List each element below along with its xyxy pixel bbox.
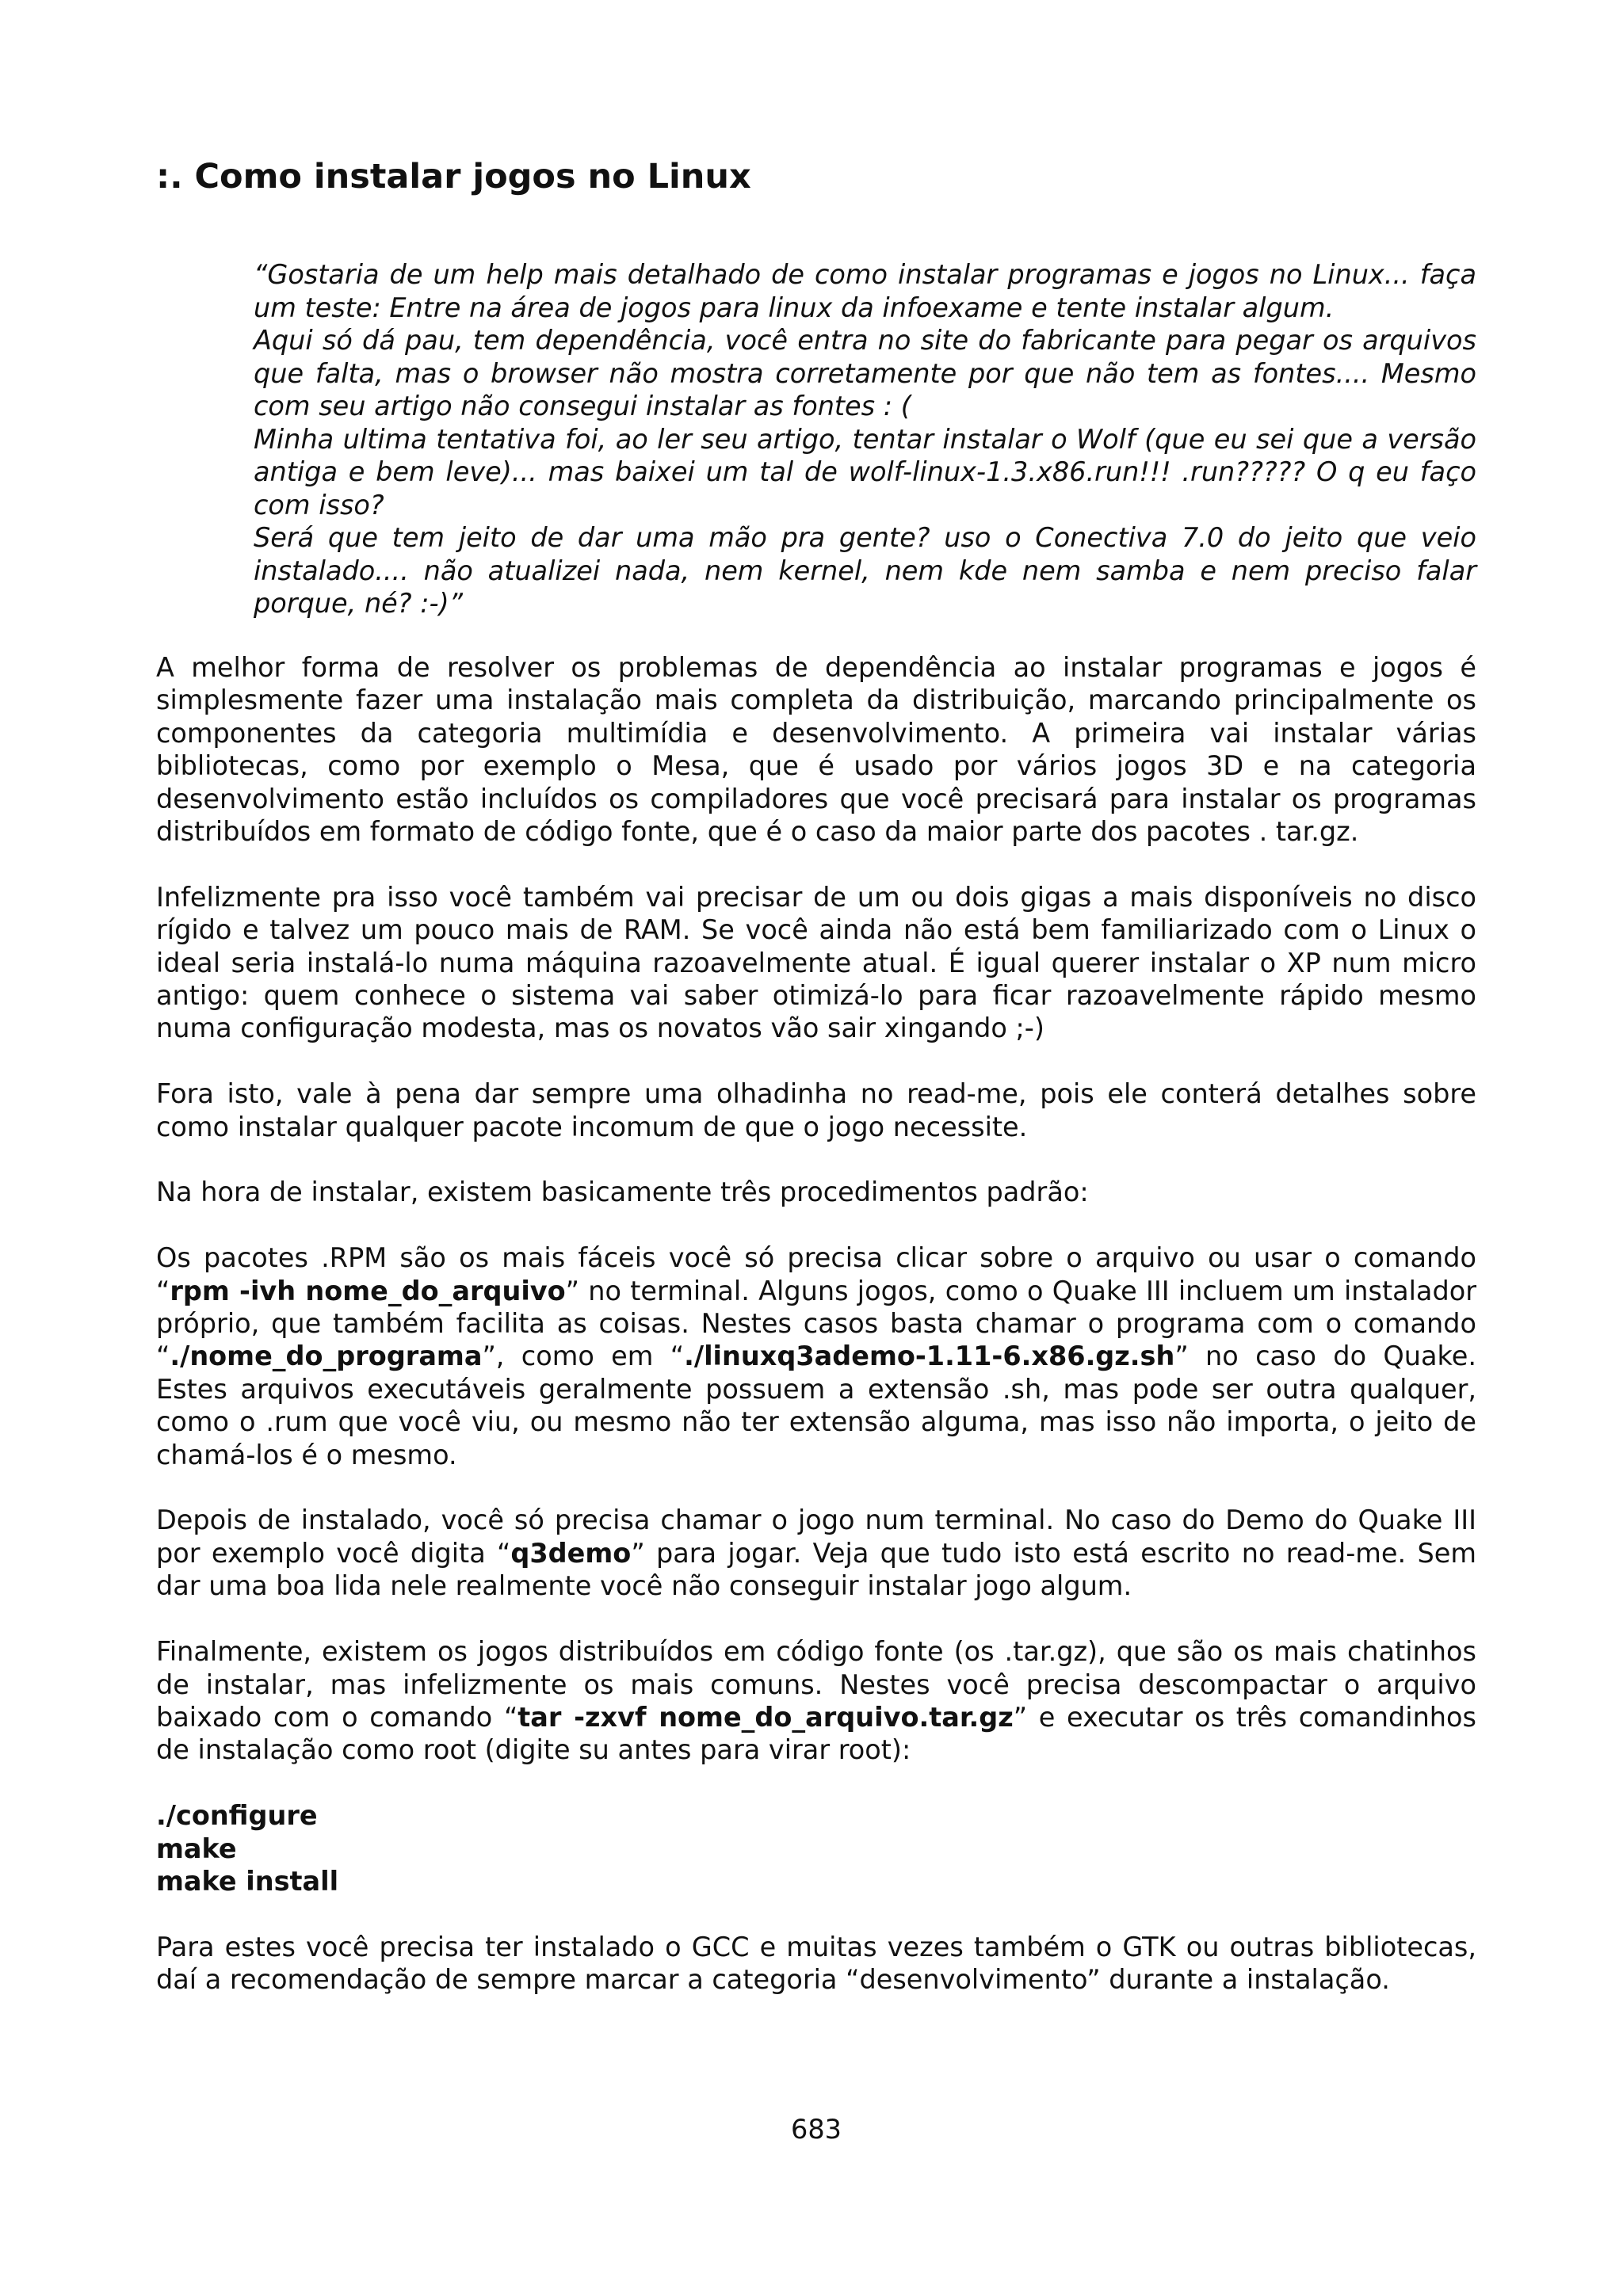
- article-body: [156, 651, 1476, 2029]
- reader-question-quote: [254, 258, 1476, 620]
- document-page: [156, 0, 1476, 2296]
- page-number: 683: [791, 2114, 842, 2145]
- paragraph: [156, 1504, 1476, 1602]
- inline-command: rpm -ivh nome_do_arquivo: [170, 1275, 566, 1306]
- paragraph: Infelizmente pra isso você também vai precisar de um ou dois gigas a mais disponíveis no disco rígido e talvez um pouco mais de RAM. Se você ainda não está bem familiarizado com o Linux o ideal seria instalá-lo numa máquina razoavelmente atual. É igual querer instalar o XP num micro antigo: quem conhece o sistema vai saber otimizá-lo para ficar razoavelmente rápido mesmo numa configuração modesta, mas os novatos vão sair xingando ;-): [156, 881, 1476, 1044]
- paragraph: Fora isto, vale à pena dar sempre uma olhadinha no read-me, pois ele conterá detalhes sobre como instalar qualquer pacote incomum de que o jogo necessite.: [156, 1078, 1476, 1142]
- text: ” para jogar. Veja que tudo isto está escrito no read-me. Sem dar uma boa lida nele realmente você não conseguir instalar jogo algum.: [156, 1537, 1476, 1602]
- paragraph: Na hora de instalar, existem basicamente três procedimentos padrão:: [156, 1177, 1089, 1208]
- command-line: make install: [156, 1865, 339, 1897]
- inline-command: ./nome_do_programa: [170, 1341, 483, 1372]
- command-line: ./configure: [156, 1800, 318, 1832]
- paragraph: A melhor forma de resolver os problemas de dependência ao instalar programas e jogos é simplesmente fazer uma instalação mais completa da distribuição, marcando principalmente os componentes da categoria multimídia e desenvolvimento. A primeira vai instalar várias bibliotecas, como por exemplo o Mesa, que é usado por vários jogos 3D e na categoria desenvolvimento estão incluídos os compiladores que você precisará para instalar os programas distribuídos em formato de código fonte, que é o caso da maior parte dos pacotes . tar.gz.: [156, 652, 1476, 848]
- command-list: [156, 1799, 1476, 1897]
- text: ” no caso do Quake. Estes arquivos executáveis geralmente possuem a extensão .sh, mas pode ser outra qualquer, como o .rum que você viu, ou mesmo não ter extensão alguma, mas isso não importa, o jeito de chamá-los é o mesmo.: [156, 1341, 1476, 1470]
- inline-command: q3demo: [510, 1537, 632, 1569]
- paragraph: [156, 1635, 1476, 1767]
- page-title: :. Como instalar jogos no Linux: [156, 157, 751, 196]
- text: Depois de instalado, você só precisa chamar o jogo num terminal. No caso do Demo do Quake III por exemplo você digita “: [156, 1505, 1476, 1569]
- inline-command: tar -zxvf nome_do_arquivo.tar.gz: [517, 1701, 1014, 1733]
- text: Finalmente, existem os jogos distribuídos em código fonte (os .tar.gz), que são os mais chatinhos de instalar, mas infelizmente os mais comuns. Nestes você precisa descompactar o arquivo baixado com o comando “: [156, 1636, 1476, 1733]
- inline-command: ./linuxq3ademo-1.11-6.x86.gz.sh: [684, 1341, 1175, 1372]
- text: ” no terminal. Alguns jogos, como o Quake III incluem um instalador próprio, que também facilita as coisas. Nestes casos basta chamar o programa com o comando “: [156, 1275, 1476, 1372]
- command-line: make: [156, 1833, 237, 1864]
- quote-line: Minha ultima tentativa foi, ao ler seu artigo, tentar instalar o Wolf (que eu sei que a versão antiga e bem leve)... mas baixei um tal de wolf-linux-1.3.x86.run!!! .run????? O q eu faço com isso?: [254, 423, 1476, 521]
- paragraph: Para estes você precisa ter instalado o GCC e muitas vezes também o GTK ou outras bibliotecas, daí a recomendação de sempre marcar a categoria “desenvolvimento” durante a instalação.: [156, 1931, 1476, 1996]
- text: ”, como em “: [482, 1341, 685, 1372]
- quote-line: “Gostaria de um help mais detalhado de como instalar programas e jogos no Linux... faça um teste: Entre na área de jogos para linux da infoexame e tente instalar algum.: [254, 259, 1476, 323]
- paragraph: [156, 1241, 1476, 1471]
- text: Os pacotes .RPM são os mais fáceis você só precisa clicar sobre o arquivo ou usar o comando “: [156, 1242, 1476, 1306]
- quote-line: Aqui só dá pau, tem dependência, você entra no site do fabricante para pegar os arquivos que falta, mas o browser não mostra corretamente por que não tem as fontes.... Mesmo com seu artigo não consegui instalar as fontes : (: [254, 325, 1476, 421]
- text: ” e executar os três comandinhos de instalação como root (digite su antes para virar root):: [156, 1701, 1476, 1766]
- quote-line: Será que tem jeito de dar uma mão pra gente? uso o Conectiva 7.0 do jeito que veio instalado.... não atualizei nada, nem kernel, nem kde nem samba e nem preciso falar porque, né? :-)”: [254, 522, 1476, 619]
